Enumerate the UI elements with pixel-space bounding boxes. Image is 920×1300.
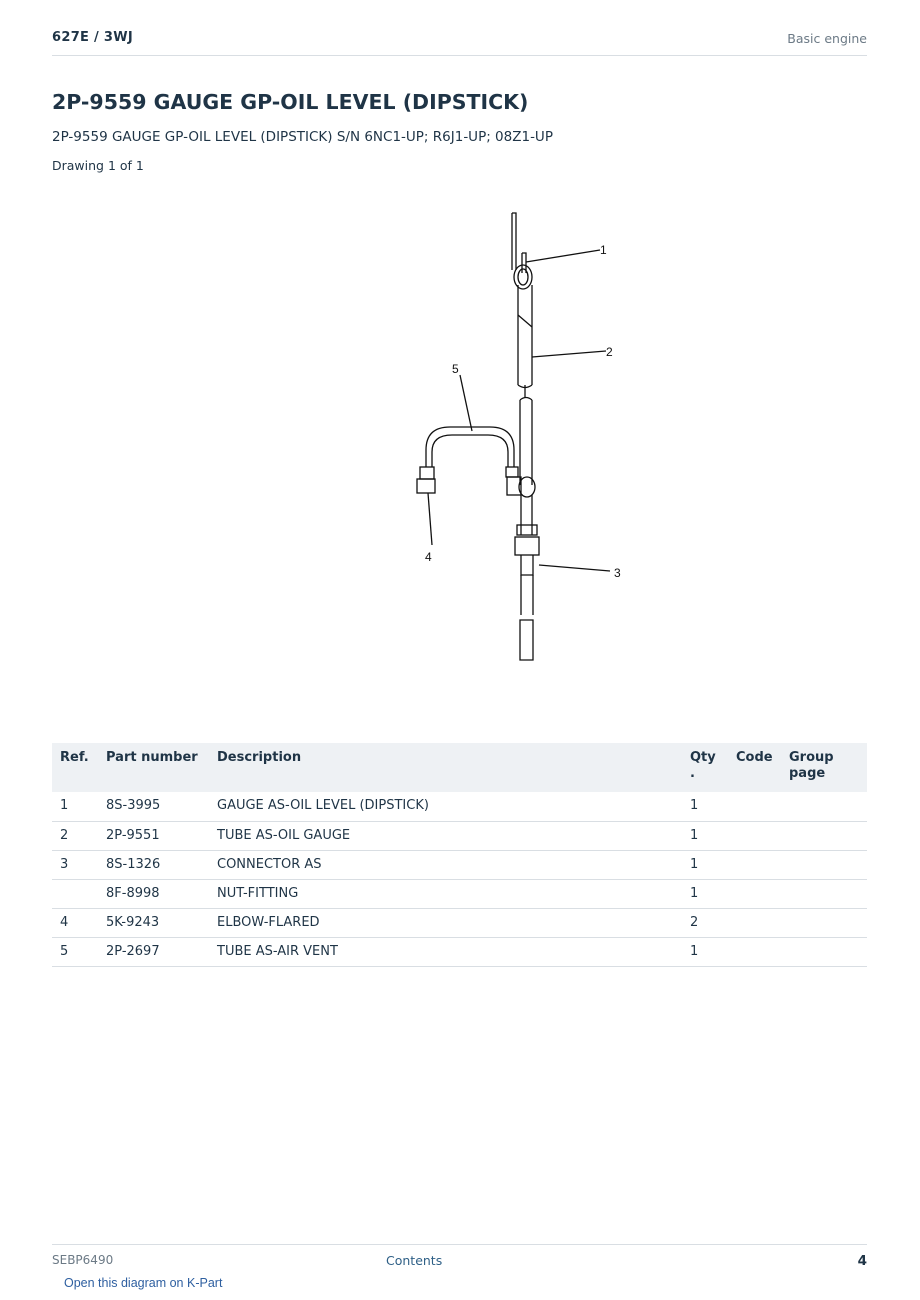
row-code xyxy=(728,850,781,879)
table-row xyxy=(52,821,867,850)
row-qty: 1 xyxy=(682,879,728,908)
leader-3 xyxy=(539,565,610,571)
table-row xyxy=(52,908,867,937)
table-row xyxy=(52,850,867,879)
page-title: 2P-9559 GAUGE GP-OIL LEVEL (DIPSTICK) xyxy=(52,90,529,114)
section-label: Basic engine xyxy=(787,31,867,46)
contents-link[interactable]: Contents xyxy=(386,1253,443,1268)
table-header-row xyxy=(52,743,867,792)
row-description: TUBE AS-OIL GAUGE xyxy=(209,821,682,850)
row-part-number: 8S-1326 xyxy=(98,850,209,879)
leader-1 xyxy=(526,250,600,262)
elbow-fitting-left xyxy=(420,467,434,479)
row-description: NUT-FITTING xyxy=(209,879,682,908)
row-qty: 1 xyxy=(682,821,728,850)
row-description: GAUGE AS-OIL LEVEL (DIPSTICK) xyxy=(209,792,682,821)
row-group-page xyxy=(781,821,867,850)
gauge-tube-upper xyxy=(518,285,532,385)
model-label: 627E / 3WJ xyxy=(52,30,134,45)
row-code xyxy=(728,821,781,850)
col-part-number: Part number xyxy=(106,750,198,765)
document-number: SEBP6490 xyxy=(52,1253,114,1267)
row-qty: 1 xyxy=(682,792,728,821)
leader-4 xyxy=(428,493,432,545)
row-description: ELBOW-FLARED xyxy=(209,908,682,937)
page-header xyxy=(52,28,867,56)
row-qty: 2 xyxy=(682,908,728,937)
row-ref: 2 xyxy=(52,821,98,850)
col-ref: Ref. xyxy=(60,750,89,765)
callout-3: 3 xyxy=(614,566,621,580)
row-ref: 4 xyxy=(52,908,98,937)
row-code xyxy=(728,792,781,821)
row-ref xyxy=(52,879,98,908)
parts-table xyxy=(52,743,867,967)
callout-2: 2 xyxy=(606,345,613,359)
col-code: Code xyxy=(736,750,773,765)
connector-nut xyxy=(517,525,537,535)
leader-2 xyxy=(532,351,606,357)
row-part-number: 8S-3995 xyxy=(98,792,209,821)
row-part-number: 2P-2697 xyxy=(98,937,209,966)
row-part-number: 5K-9243 xyxy=(98,908,209,937)
elbow-fitting-right xyxy=(506,467,518,477)
row-group-page xyxy=(781,879,867,908)
row-ref: 1 xyxy=(52,792,98,821)
dipstick-handle xyxy=(512,213,516,270)
page-footer xyxy=(52,1244,867,1274)
page-subtitle: 2P-9559 GAUGE GP-OIL LEVEL (DIPSTICK) S/N 6NC1-UP; R6J1-UP; 08Z1-UP xyxy=(52,129,553,145)
row-group-page xyxy=(781,937,867,966)
table-row xyxy=(52,937,867,966)
gauge-tube-lower xyxy=(520,400,532,485)
row-description: TUBE AS-AIR VENT xyxy=(209,937,682,966)
callout-1: 1 xyxy=(600,243,607,257)
leader-5 xyxy=(460,375,472,431)
table-row xyxy=(52,879,867,908)
col-description: Description xyxy=(217,750,302,765)
page-number: 4 xyxy=(857,1253,867,1269)
row-qty: 1 xyxy=(682,937,728,966)
row-group-page xyxy=(781,792,867,821)
row-code xyxy=(728,937,781,966)
row-group-page xyxy=(781,850,867,879)
air-vent-tube xyxy=(426,427,514,467)
open-kpart-link[interactable]: Open this diagram on K-Part xyxy=(64,1276,223,1290)
row-qty: 1 xyxy=(682,850,728,879)
row-code xyxy=(728,879,781,908)
col-group-page: Group page xyxy=(789,750,834,781)
connector-body xyxy=(515,537,539,555)
callout-4: 4 xyxy=(425,550,432,564)
row-ref: 5 xyxy=(52,937,98,966)
table-row xyxy=(52,792,867,821)
row-code xyxy=(728,908,781,937)
row-part-number: 8F-8998 xyxy=(98,879,209,908)
row-part-number: 2P-9551 xyxy=(98,821,209,850)
col-qty: Qty . xyxy=(690,750,716,781)
row-ref: 3 xyxy=(52,850,98,879)
drawing-count: Drawing 1 of 1 xyxy=(52,158,144,173)
callout-5: 5 xyxy=(452,362,459,376)
parts-diagram xyxy=(290,195,630,710)
row-description: CONNECTOR AS xyxy=(209,850,682,879)
row-group-page xyxy=(781,908,867,937)
